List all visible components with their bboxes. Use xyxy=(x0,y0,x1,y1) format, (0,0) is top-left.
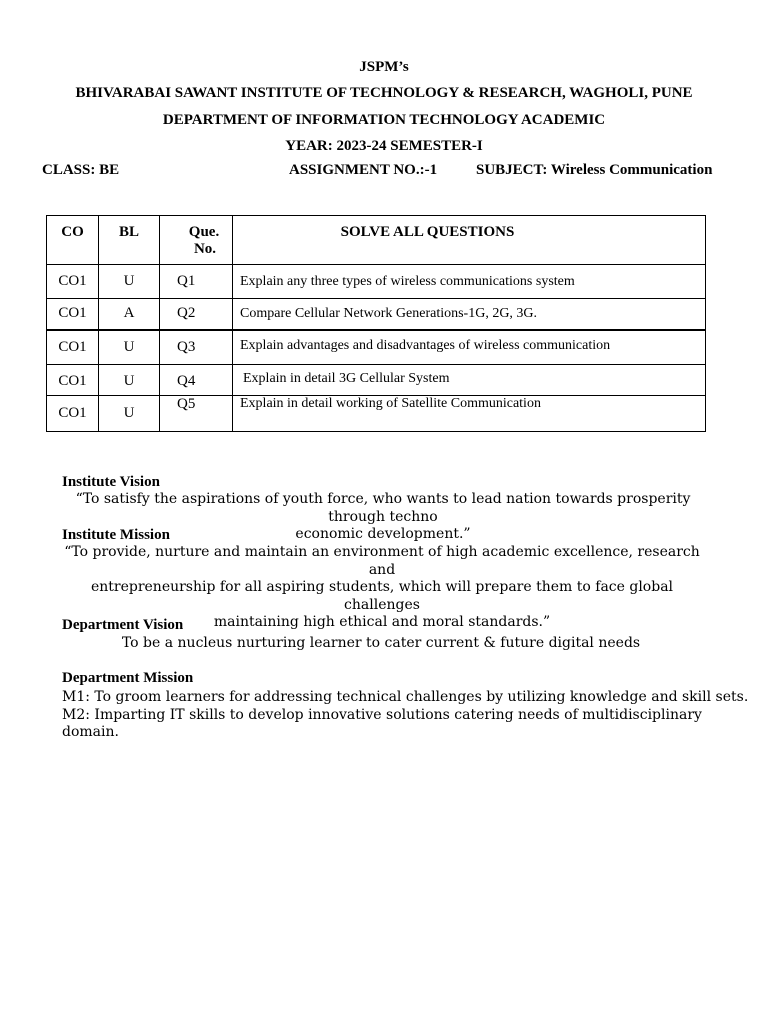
assignment-number: ASSIGNMENT NO.:-1 xyxy=(289,162,438,178)
header-co: CO xyxy=(47,216,99,265)
row-question-text: Explain in detail working of Satellite Communication xyxy=(233,396,706,432)
header-que-line1: Que. xyxy=(188,224,220,240)
row-question-text: Explain any three types of wireless communications system xyxy=(233,265,706,299)
department-mission-m2-line2: domain. xyxy=(62,724,119,740)
header-solve-all: SOLVE ALL QUESTIONS xyxy=(233,216,706,265)
institute-mission-line1: “To provide, nurture and maintain an environment of high academic excellence, research and xyxy=(64,544,700,578)
department-vision-text: To be a nucleus nurturing learner to cater current & future digital needs xyxy=(121,635,641,651)
row-question-text: Explain in detail 3G Cellular System xyxy=(233,365,706,396)
row-bl: U xyxy=(99,396,160,432)
department-mission-m1: M1: To groom learners for addressing technical challenges by utilizing knowledge and skill sets. xyxy=(62,689,749,705)
institute-mission-line3: maintaining high ethical and moral standards.” xyxy=(213,614,551,630)
table-row xyxy=(47,265,706,299)
table-row xyxy=(47,396,706,432)
table-row xyxy=(47,299,706,330)
institute-mission-line2: entrepreneurship for all aspiring students, which will prepare them to face global challenges xyxy=(90,579,674,613)
table-header-row xyxy=(47,216,706,265)
row-bl: A xyxy=(99,299,160,330)
row-question-number: Q4 xyxy=(160,365,233,396)
org-name: JSPM’s xyxy=(359,59,409,75)
institute-vision-line1: “To satisfy the aspirations of youth force, who wants to lead nation towards prosperity through techno xyxy=(75,491,691,525)
row-bl: U xyxy=(99,330,160,365)
class-label: CLASS: BE xyxy=(42,162,120,178)
row-co: CO1 xyxy=(47,330,99,365)
institute-vision-line2: economic development.” xyxy=(295,526,471,542)
row-question-number: Q3 xyxy=(160,330,233,365)
row-question-number: Q2 xyxy=(160,299,233,330)
institute-mission-heading: Institute Mission xyxy=(62,527,170,543)
questions-table xyxy=(46,215,706,432)
header-que-line2: No. xyxy=(193,241,217,257)
row-question-number: Q5 xyxy=(160,396,233,432)
department-mission-heading: Department Mission xyxy=(62,670,194,686)
department-mission-m2-line1: M2: Imparting IT skills to develop innovative solutions catering needs of multidisciplinary xyxy=(62,707,702,723)
row-co: CO1 xyxy=(47,299,99,330)
row-bl: U xyxy=(99,365,160,396)
institute-vision-heading: Institute Vision xyxy=(62,474,160,490)
department-name: DEPARTMENT OF INFORMATION TECHNOLOGY ACADEMIC xyxy=(162,112,606,128)
row-co: CO1 xyxy=(47,265,99,299)
row-question-number: Q1 xyxy=(160,265,233,299)
subject-label: SUBJECT: Wireless Communication xyxy=(476,162,713,178)
institute-name: BHIVARABAI SAWANT INSTITUTE OF TECHNOLOGY & RESEARCH, WAGHOLI, PUNE xyxy=(75,85,693,101)
row-bl: U xyxy=(99,265,160,299)
row-question-text: Explain advantages and disadvantages of wireless communication xyxy=(233,330,706,365)
row-co: CO1 xyxy=(47,365,99,396)
row-co: CO1 xyxy=(47,396,99,432)
year-semester: YEAR: 2023-24 SEMESTER-I xyxy=(285,138,483,154)
header-bl: BL xyxy=(99,216,160,265)
row-question-text: Compare Cellular Network Generations-1G, 2G, 3G. xyxy=(233,299,706,330)
table-row xyxy=(47,365,706,396)
header-que-no xyxy=(160,216,233,265)
table-row xyxy=(47,330,706,365)
department-vision-heading: Department Vision xyxy=(62,617,184,633)
